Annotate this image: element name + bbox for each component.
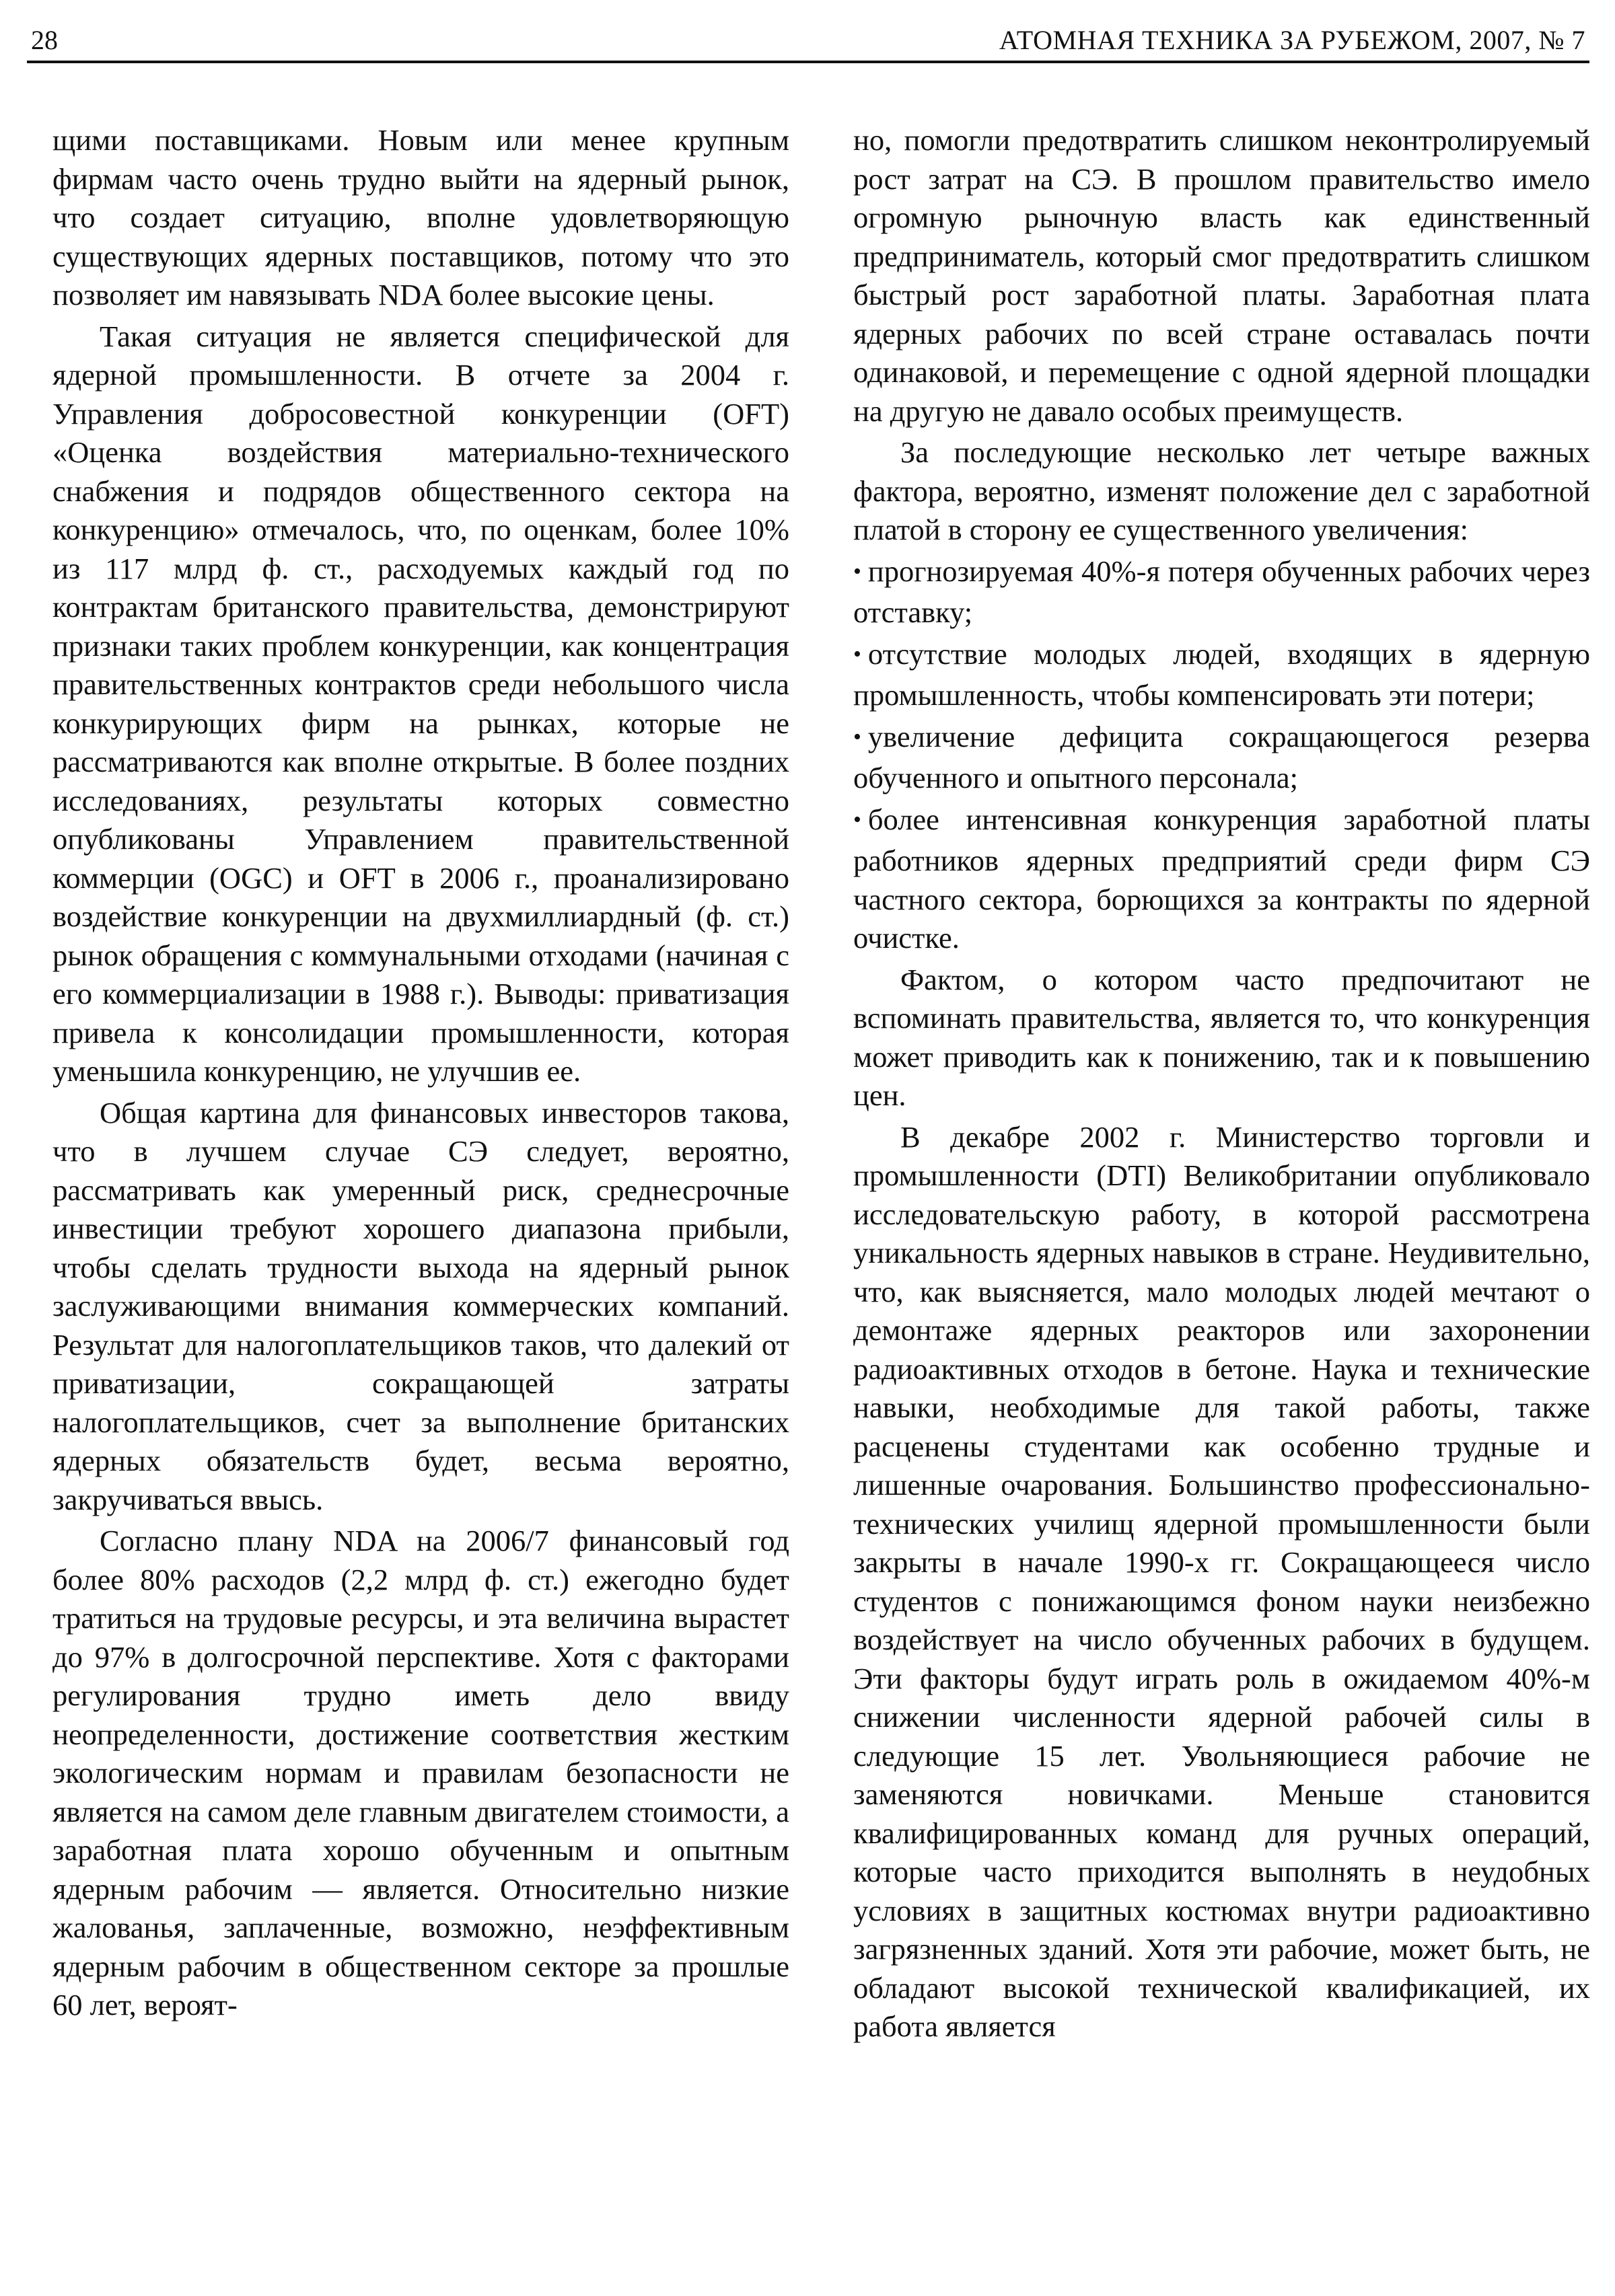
bullet-text: увеличение дефицита сокращающегося резерва обученного и опытного персонала; (853, 719, 1590, 794)
bullet-item (853, 801, 1590, 958)
bullet-item (853, 635, 1590, 715)
journal-title: АТОМНАЯ ТЕХНИКА ЗА РУБЕЖОМ, 2007, № 7 (999, 25, 1585, 55)
paragraph: В декабре 2002 г. Министерство торговли и промышленности (DTI) Великобритании опубликовало исследовательскую работу, в которой рассмотрена уникальность ядерных навыков в стране. Неудивительно, что, как выясняется, мало молодых людей мечтают о демонтаже ядерных реакторов или захоронении радиоактивных отходов в бетоне. Наука и технические навыки, необходимые для такой работы, также расценены студентами как особенно трудные и лишенные очарования. Большинство профессионально-технических училищ ядерной промышленности были закрыты в начале 1990-х гг. Сокращающееся число студентов с понижающимся фоном науки неизбежно воздействует на число обученных рабочих в будущем. Эти факторы будут играть роль в ожидаемом 40%-м снижении численности ядерной рабочей силы в следующие 15 лет. Увольняющиеся рабочие не заменяются новичками. Меньше становится квалифицированных команд для ручных операций, которые часто приходится выполнять в неудобных условиях в защитных костюмах внутри радиоактивно загрязненных зданий. Хотя эти рабочие, может быть, не обладают высокой технической квалификацией, их работа является (853, 1119, 1590, 2043)
left-column (52, 121, 789, 2281)
bullet-text: прогнозируемая 40%-я потеря обученных рабочих через отставку; (853, 554, 1590, 629)
bullet-text: более интенсивная конкуренция заработной платы работников ядерных предприятий среди фирм СЭ частного сектора, борющихся за контракты по ядерной очистке. (853, 802, 1590, 955)
paragraph: но, помогли предотвратить слишком неконтролируемый рост затрат на СЭ. В прошлом правительство имело огромную рыночную власть как единственный предприниматель, который смог предотвратить слишком быстрый рост заработной платы. Заработная плата ядерных рабочих по всей стране оставалась почти одинаковой, и перемещение с одной ядерной площадки на другую не давало особых преимуществ. (853, 123, 1590, 428)
bullet-icon: • (853, 807, 861, 832)
bullet-item (853, 718, 1590, 798)
bullet-item (853, 552, 1590, 632)
page-header (27, 20, 1589, 63)
bullet-text: отсутствие молодых людей, входящих в ядерную промышленность, чтобы компенсировать эти потери; (853, 636, 1590, 712)
right-column (853, 121, 1590, 2281)
page-number: 28 (31, 25, 58, 55)
bullet-icon: • (853, 558, 861, 584)
bullet-icon: • (853, 724, 861, 749)
paragraph: За последующие несколько лет четыре важных фактора, вероятно, изменят положение дел с заработной платой в сторону ее существенного увеличения: (853, 435, 1590, 546)
paragraph: Согласно плану NDA на 2006/7 финансовый год более 80% расходов (2,2 млрд ф. ст.) ежегодно будет тратиться на трудовые ресурсы, и эта величина вырастет до 97% в долгосрочной перспективе. Хотя с факторами регулирования трудно иметь дело ввиду неопределенности, достижение соответствия жестким экологическим нормам и правилам безопасности не является на самом деле главным двигателем стоимости, а заработная плата хорошо обученным и опытным ядерным рабочим — является. Относительно низкие жалованья, заплаченные, возможно, неэффективным ядерным рабочим в общественном секторе за прошлые 60 лет, вероят- (52, 1524, 789, 2022)
paragraph: Общая картина для финансовых инвесторов такова, что в лучшем случае СЭ следует, вероятно, рассматривать как умеренный риск, среднесрочные инвестиции требуют хорошего диапазона прибыли, чтобы сделать трудности выхода на ядерный рынок заслуживающими внимания коммерческих компаний. Результат для налогоплательщиков таков, что далекий от приватизации, сокращающей затраты налогоплательщиков, счет за выполнение британских ядерных обязательств будет, весьма вероятно, закручиваться ввысь. (52, 1095, 789, 1516)
bullet-icon: • (853, 641, 861, 667)
paragraph: щими поставщиками. Новым или менее крупным фирмам часто очень трудно выйти на ядерный рынок, что создает ситуацию, вполне удовлетворяющую существующих ядерных поставщиков, потому что это позволяет им навязывать NDA более высокие цены. (52, 123, 789, 311)
paragraph: Такая ситуация не является специфической для ядерной промышленности. В отчете за 2004 г. Управления добросовестной конкуренции (OFT) «Оценка воздействия материально-технического снабжения и подрядов общественного сектора на конкуренцию» отмечалось, что, по оценкам, более 10% из 117 млрд ф. ст., расходуемых каждый год по контрактам британского правительства, демонстрируют признаки таких проблем конкуренции, как концентрация правительственных контрактов среди небольшого числа конкурирующих фирм на рынках, которые не рассматриваются как вполне открытые. В более поздних исследованиях, результаты которых совместно опубликованы Управлением правительственной коммерции (OGC) и OFT в 2006 г., проанализировано воздействие конкуренции на двухмиллиардный (ф. ст.) рынок обращения с коммунальными отходами (начиная с его коммерциализации в 1988 г.). Выводы: приватизация привела к консолидации промышленности, которая уменьшила конкуренцию, не улучшив ее. (52, 319, 789, 1088)
paragraph: Фактом, о котором часто предпочитают не вспоминать правительства, является то, что конкуренция может приводить как к понижению, так и к повышению цен. (853, 962, 1590, 1112)
